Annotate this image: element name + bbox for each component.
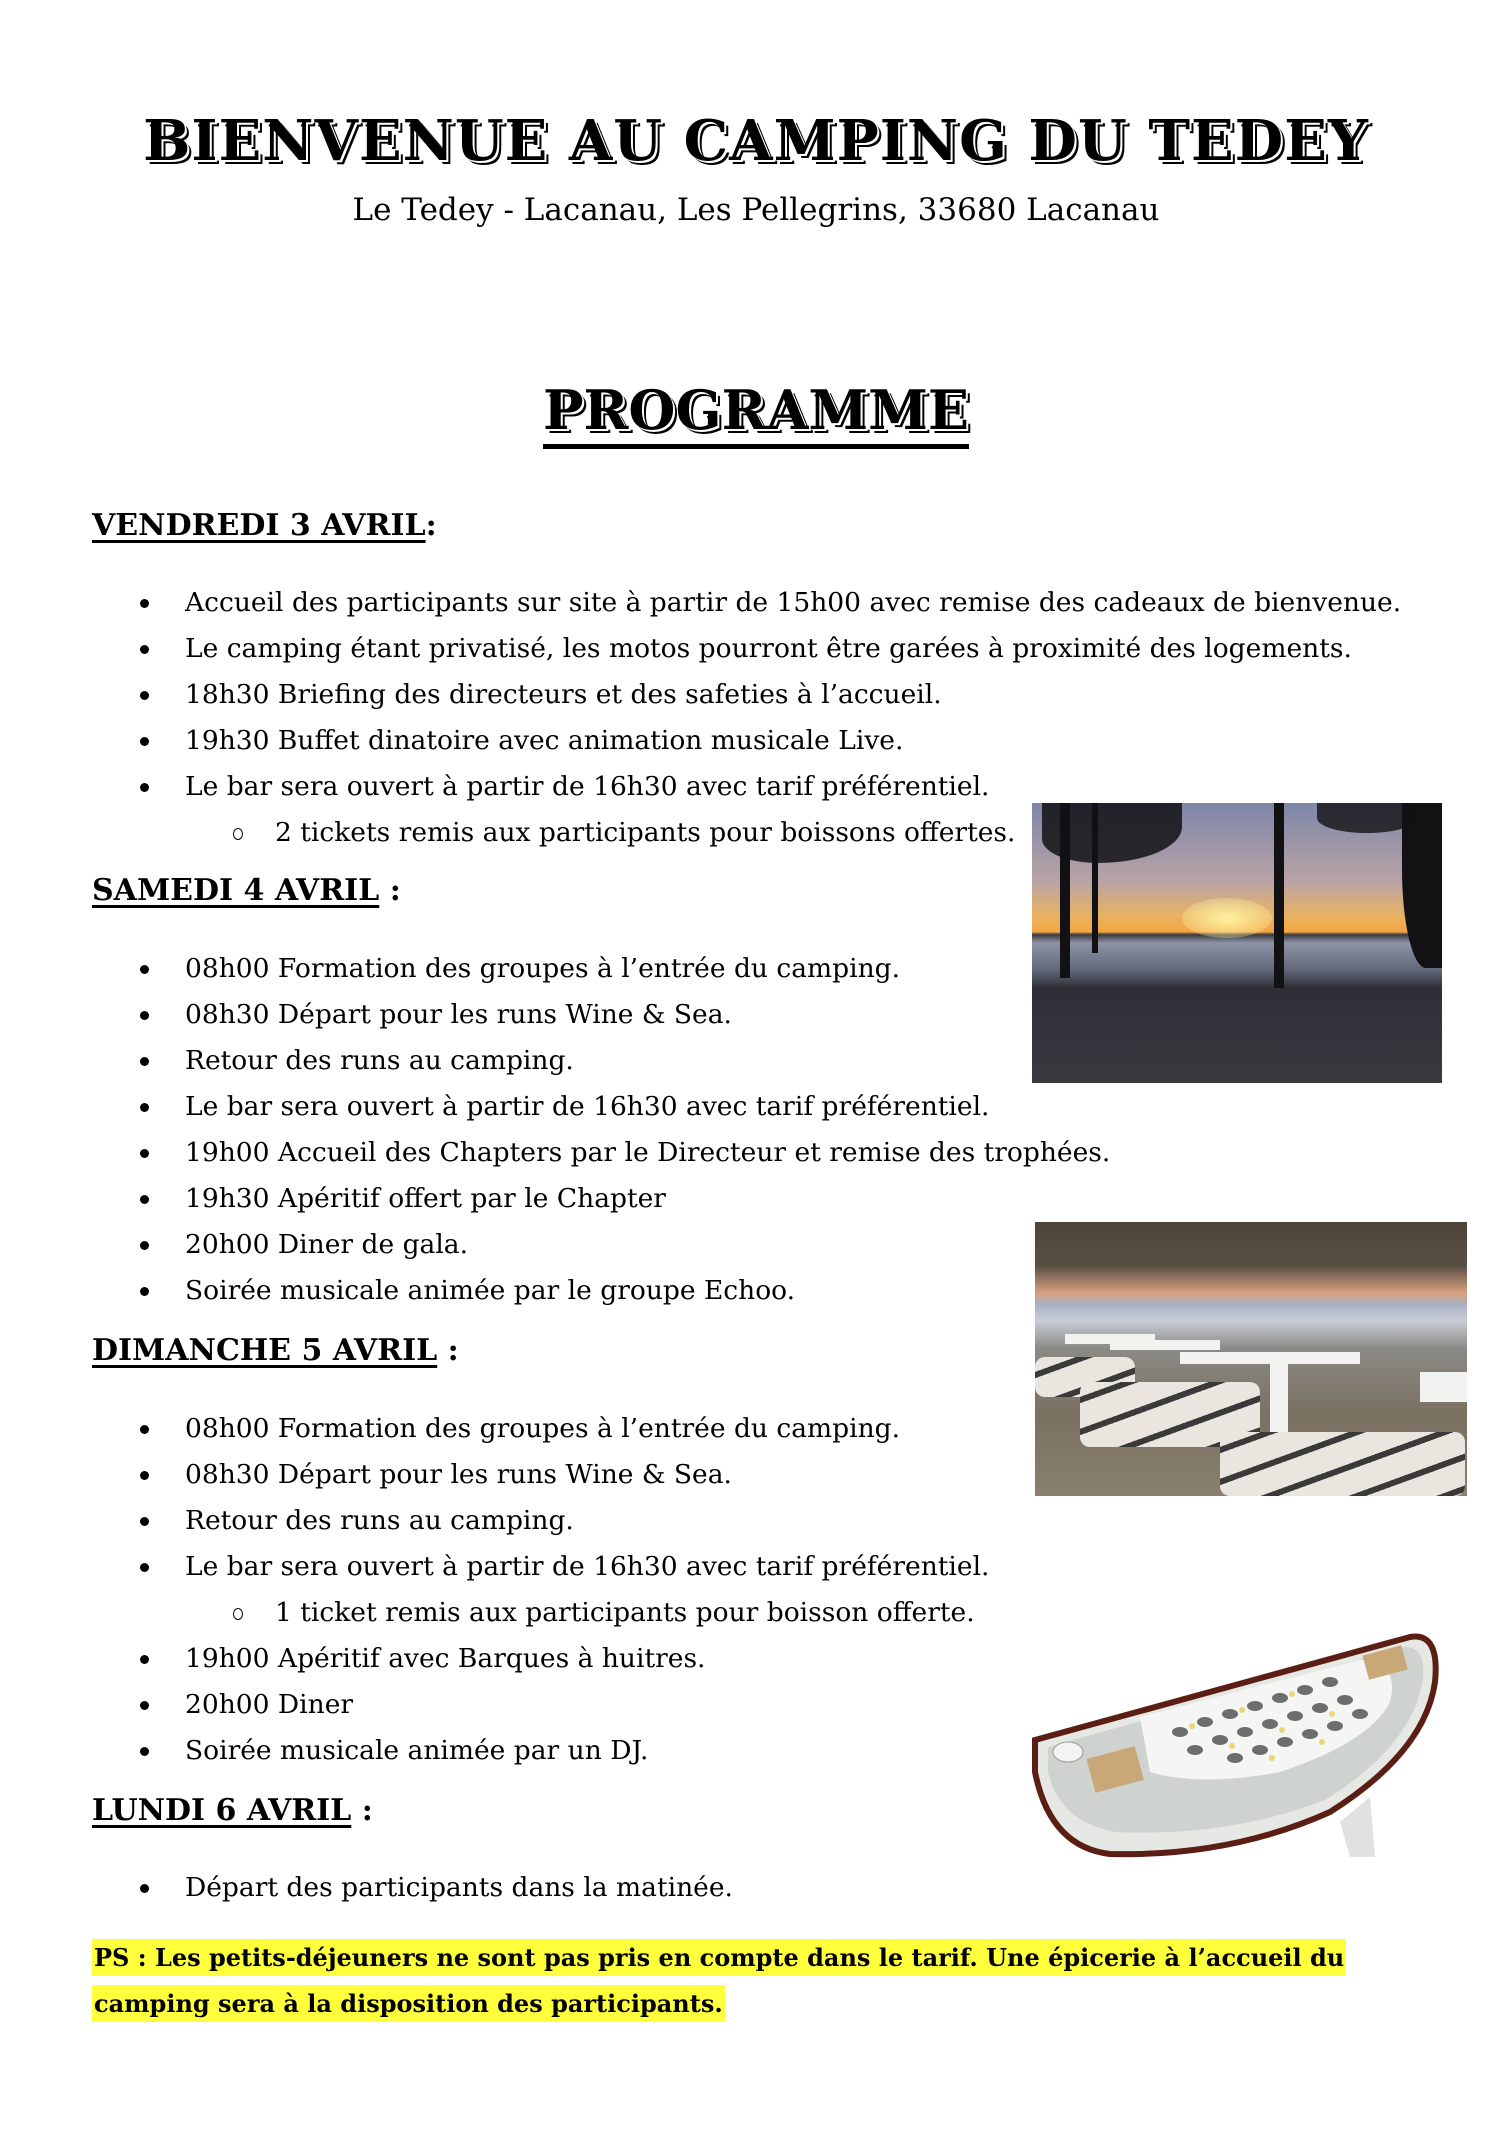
- tree-trunk: [1274, 803, 1284, 988]
- bullet-icon: [140, 1241, 149, 1250]
- list-item-text: 08h00 Formation des groupes à l’entrée du camping.: [185, 1413, 901, 1444]
- tent-terrace-photo: [1035, 1222, 1467, 1496]
- bullet-icon: [140, 1563, 149, 1572]
- bullet-icon: [140, 645, 149, 654]
- sunset-lake-photo: [1032, 803, 1442, 1083]
- day-heading-suffix: :: [351, 1793, 373, 1828]
- oyster-boat-photo: [1030, 1622, 1490, 1860]
- bullet-icon: [140, 691, 149, 700]
- bullet-icon: [140, 1655, 149, 1664]
- tree-canopy: [1317, 803, 1417, 833]
- bullet-icon: [140, 783, 149, 792]
- list-item-text: Retour des runs au camping.: [185, 1505, 574, 1536]
- programme-heading: [0, 378, 1512, 442]
- list-item-text: Soirée musicale animée par un DJ.: [185, 1735, 649, 1766]
- bullet-icon: [140, 1057, 149, 1066]
- ps-line-2: camping sera à la disposition des participants.: [92, 1985, 725, 2022]
- day-heading-saturday: [92, 873, 401, 908]
- day-heading-label: VENDREDI 3 AVRIL: [92, 508, 426, 543]
- list-item-text: 18h30 Briefing des directeurs et des safeties à l’accueil.: [185, 679, 942, 710]
- bullet-icon: [140, 1701, 149, 1710]
- list-item-text: Retour des runs au camping.: [185, 1045, 574, 1076]
- table: [1420, 1372, 1467, 1402]
- list-item-text: 2 tickets remis aux participants pour boissons offertes.: [275, 817, 1016, 848]
- list-item-text: 08h30 Départ pour les runs Wine & Sea.: [185, 1459, 732, 1490]
- table: [1110, 1340, 1220, 1350]
- day-heading-sunday: [92, 1333, 459, 1368]
- list-item-text: 20h00 Diner de gala.: [185, 1229, 469, 1260]
- programme-title: PROGRAMME: [543, 378, 969, 449]
- bullet-icon: [140, 1103, 149, 1112]
- day-heading-label: DIMANCHE 5 AVRIL: [92, 1333, 438, 1368]
- bullet-icon: [140, 1195, 149, 1204]
- day-heading-suffix: :: [379, 873, 401, 908]
- address: Le Tedey - Lacanau, Les Pellegrins, 33680 Lacanau: [352, 192, 1160, 228]
- cushion: [1220, 1432, 1465, 1496]
- bullet-icon: [140, 737, 149, 746]
- list-item-text: Le bar sera ouvert à partir de 16h30 avec tarif préférentiel.: [185, 771, 990, 802]
- ps-line-1: PS : Les petits-déjeuners ne sont pas pris en compte dans le tarif. Une épicerie à l’accueil du: [92, 1939, 1346, 1976]
- list-item-text: 08h00 Formation des groupes à l’entrée du camping.: [185, 953, 901, 984]
- bullet-icon: [140, 965, 149, 974]
- tree-canopy: [1042, 803, 1182, 863]
- day-heading-suffix: :: [437, 1333, 459, 1368]
- page-title: BIENVENUE AU CAMPING DU TEDEY: [143, 108, 1369, 174]
- boat-illustration: [1030, 1622, 1490, 1860]
- bullet-icon: [140, 1011, 149, 1020]
- list-item-text: 19h30 Buffet dinatoire avec animation musicale Live.: [185, 725, 904, 756]
- list-item-text: 1 ticket remis aux participants pour boisson offerte.: [275, 1597, 975, 1628]
- list-item-text: 19h30 Apéritif offert par le Chapter: [185, 1183, 666, 1214]
- list-item-text: Le bar sera ouvert à partir de 16h30 avec tarif préférentiel.: [185, 1551, 990, 1582]
- day-heading-suffix: :: [425, 508, 437, 543]
- day-heading-friday: [92, 508, 437, 543]
- bullet-icon: [140, 1425, 149, 1434]
- bullet-icon: [140, 1747, 149, 1756]
- table-leg: [1270, 1362, 1288, 1432]
- day-heading-label: SAMEDI 4 AVRIL: [92, 873, 380, 908]
- list-item-text: Le bar sera ouvert à partir de 16h30 avec tarif préférentiel.: [185, 1091, 990, 1122]
- hollow-bullet-icon: [233, 1608, 243, 1620]
- list-item-text: Le camping étant privatisé, les motos pourront être garées à proximité des logements.: [185, 633, 1352, 664]
- bullet-icon: [140, 1287, 149, 1296]
- bullet-icon: [140, 1517, 149, 1526]
- ps-note: [92, 1935, 1392, 2027]
- day-heading-monday: [92, 1793, 373, 1828]
- cup: [1053, 1742, 1083, 1762]
- list-item-text: Départ des participants dans la matinée.: [185, 1872, 733, 1903]
- hollow-bullet-icon: [233, 828, 243, 840]
- list-item-text: Soirée musicale animée par le groupe Echoo.: [185, 1275, 796, 1306]
- list-item-text: 20h00 Diner: [185, 1689, 354, 1720]
- tree-trunk: [1402, 803, 1442, 968]
- sun-glow: [1182, 898, 1272, 938]
- list-item-text: 19h00 Accueil des Chapters par le Directeur et remise des trophées.: [185, 1137, 1111, 1168]
- bullet-icon: [140, 599, 149, 608]
- bullet-icon: [140, 1471, 149, 1480]
- bullet-icon: [140, 1149, 149, 1158]
- list-item-text: 08h30 Départ pour les runs Wine & Sea.: [185, 999, 732, 1030]
- list-item-text: Accueil des participants sur site à partir de 15h00 avec remise des cadeaux de bienvenue.: [185, 587, 1402, 618]
- list-item-text: 19h00 Apéritif avec Barques à huitres.: [185, 1643, 706, 1674]
- bullet-icon: [140, 1884, 149, 1893]
- day-heading-label: LUNDI 6 AVRIL: [92, 1793, 352, 1828]
- boat-stand: [1340, 1797, 1375, 1857]
